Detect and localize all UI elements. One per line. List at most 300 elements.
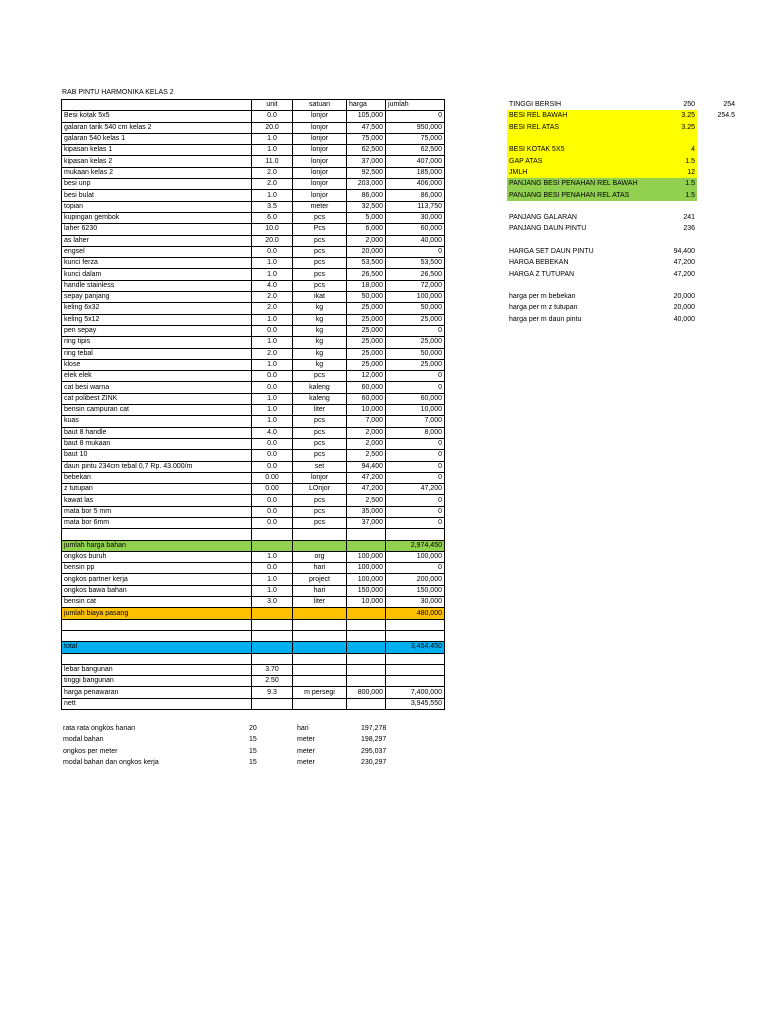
material-row	[62, 359, 445, 370]
cell-harga: 92,500	[347, 167, 386, 178]
cell-unit: 20.0	[252, 122, 293, 133]
cell-harga: 2,000	[347, 235, 386, 246]
cell-satuan: hari	[293, 563, 347, 574]
cell-jumlah: 7,400,000	[386, 687, 445, 698]
cell-satuan	[293, 676, 347, 687]
side-label: TINGGI BERSIH	[509, 101, 562, 109]
cell-satuan	[293, 653, 347, 664]
cell-unit: 1.0	[252, 551, 293, 562]
cell-jumlah: 47,200	[386, 484, 445, 495]
cell-satuan: kg	[293, 325, 347, 336]
cell-satuan: meter	[293, 201, 347, 212]
cell-jumlah: 0	[386, 472, 445, 483]
rate-cell: 15	[249, 747, 257, 755]
cell-unit: 0.0	[252, 495, 293, 506]
dimension-row	[62, 687, 445, 698]
cell-jumlah: 10,000	[386, 405, 445, 416]
rate-cell: modal bahan dan ongkos kerja	[63, 759, 159, 767]
cell-jumlah: 50,000	[386, 348, 445, 359]
blank-row	[62, 630, 445, 641]
cell-satuan: kg	[293, 337, 347, 348]
cell-unit: 1.0	[252, 314, 293, 325]
cell-item	[62, 529, 252, 540]
rate-cell: 295,037	[361, 747, 387, 755]
cell-jumlah: 950,000	[386, 122, 445, 133]
cell-jumlah: 60,000	[386, 224, 445, 235]
cell-jumlah: 113,750	[386, 201, 445, 212]
material-row	[62, 348, 445, 359]
side-label: PANJANG BESI PENAHAN REL BAWAH	[507, 178, 667, 189]
cell-jumlah: 0	[386, 246, 445, 257]
cell-unit: 0.0	[252, 517, 293, 528]
cell-harga: 800,000	[347, 687, 386, 698]
cell-unit	[252, 698, 293, 709]
cell-item	[62, 653, 252, 664]
header-row	[62, 100, 445, 111]
cell-satuan	[293, 698, 347, 709]
cell-item: daun pintu 234cm tebal 0,7 Rp. 43.000/m	[62, 461, 252, 472]
material-row	[62, 235, 445, 246]
side-value-2: 254.5	[717, 112, 735, 120]
cell-unit: 2.50	[252, 676, 293, 687]
material-row	[62, 371, 445, 382]
cell-harga: 75,000	[347, 133, 386, 144]
cell-unit	[252, 653, 293, 664]
material-row	[62, 292, 445, 303]
cell-unit	[252, 529, 293, 540]
cell-harga: 26,500	[347, 269, 386, 280]
subtotal-bahan-row	[62, 540, 445, 551]
blank-row	[62, 529, 445, 540]
cell-unit: 11.0	[252, 156, 293, 167]
cell-item: bensin cat	[62, 597, 252, 608]
material-row	[62, 416, 445, 427]
cell-unit	[252, 630, 293, 641]
side-label: harga per m daun pintu	[509, 315, 582, 323]
cell-jumlah: 0	[386, 506, 445, 517]
cell-harga: 2,500	[347, 450, 386, 461]
cell-harga: 47,200	[347, 484, 386, 495]
cell-unit: 2.0	[252, 303, 293, 314]
cell-item: ongkos partner kerja	[62, 574, 252, 585]
rate-cell: ongkos per meter	[63, 747, 118, 755]
side-row	[507, 178, 737, 189]
cell-satuan: lonjor	[293, 167, 347, 178]
side-row	[507, 212, 737, 223]
side-panel	[507, 99, 737, 325]
cell-harga	[347, 698, 386, 709]
cell-jumlah: 0	[386, 382, 445, 393]
cell-jumlah: 0	[386, 563, 445, 574]
cell-harga: 53,500	[347, 258, 386, 269]
material-row	[62, 258, 445, 269]
cell-item: lebar bangunan	[62, 664, 252, 675]
cell-unit: 9.3	[252, 687, 293, 698]
cell-satuan: kg	[293, 359, 347, 370]
side-row	[507, 246, 737, 257]
cell-harga	[347, 529, 386, 540]
cell-harga: 62,500	[347, 145, 386, 156]
cell-item: galaran tarik 540 cm kelas 2	[62, 122, 252, 133]
material-row	[62, 179, 445, 190]
cell-item: topian	[62, 201, 252, 212]
dimension-row	[62, 664, 445, 675]
cell-jumlah: 0	[386, 517, 445, 528]
cell-satuan: set	[293, 461, 347, 472]
rate-cell: meter	[297, 747, 315, 755]
cell-item: engsel	[62, 246, 252, 257]
side-value: 20,000	[673, 304, 695, 312]
cell-jumlah: 25,000	[386, 314, 445, 325]
cell-unit: 2.0	[252, 179, 293, 190]
cell-harga: 25,000	[347, 314, 386, 325]
cell-unit: 0.0	[252, 325, 293, 336]
cell-jumlah	[386, 676, 445, 687]
side-value: 47,200	[673, 270, 695, 278]
material-row	[62, 122, 445, 133]
cell-unit: 3.5	[252, 201, 293, 212]
cell-harga: 10,000	[347, 405, 386, 416]
cell-harga: 25,000	[347, 325, 386, 336]
summary-value: 2,974,450	[386, 540, 445, 551]
material-row	[62, 427, 445, 438]
side-row	[507, 99, 737, 110]
cell-jumlah: 0	[386, 450, 445, 461]
material-row	[62, 212, 445, 223]
cell-satuan: hari	[293, 585, 347, 596]
cell-harga: 47,500	[347, 122, 386, 133]
cell-item: mukaan kelas 2	[62, 167, 252, 178]
cell-item: sepay panjang	[62, 292, 252, 303]
material-row	[62, 438, 445, 449]
side-value: 94,400	[673, 248, 695, 255]
cell-item: kipasan kelas 1	[62, 145, 252, 156]
cell-harga	[347, 630, 386, 641]
cell-satuan: pcs	[293, 416, 347, 427]
cell-harga	[347, 664, 386, 675]
cell-item: ongkos buruh	[62, 551, 252, 562]
side-label: PANJANG DAUN PINTU	[509, 225, 587, 233]
cell-item: keling 5x12	[62, 314, 252, 325]
cell-harga: 12,000	[347, 371, 386, 382]
cell-jumlah: 200,000	[386, 574, 445, 585]
cell-item: bensin pp	[62, 563, 252, 574]
side-label: BESI REL BAWAH	[507, 110, 667, 121]
cell-unit: 1.0	[252, 585, 293, 596]
cell-unit: 0.00	[252, 484, 293, 495]
cell-unit: 0.00	[252, 472, 293, 483]
cell-satuan: ikat	[293, 292, 347, 303]
rate-row	[61, 734, 448, 745]
cell-jumlah: 0	[386, 325, 445, 336]
cell-satuan: lonjor	[293, 111, 347, 122]
cell-harga: 150,000	[347, 585, 386, 596]
cell-jumlah: 26,500	[386, 269, 445, 280]
cell-item: keling 6x32	[62, 303, 252, 314]
rate-cell: 197,278	[361, 725, 387, 733]
cell-jumlah: 60,000	[386, 393, 445, 404]
cell-jumlah: 0	[386, 461, 445, 472]
side-row	[507, 302, 737, 313]
cell-harga: 5,000	[347, 212, 386, 223]
rate-cell: 15	[249, 759, 257, 767]
cell-harga: 100,000	[347, 574, 386, 585]
material-row	[62, 461, 445, 472]
cell-harga: 2,000	[347, 427, 386, 438]
cell-unit: 1.0	[252, 133, 293, 144]
cell-harga: 100,000	[347, 551, 386, 562]
cell-unit	[252, 619, 293, 630]
cell-harga: 60,000	[347, 393, 386, 404]
cell-harga: 20,000	[347, 246, 386, 257]
material-row	[62, 450, 445, 461]
cell-item: klose	[62, 359, 252, 370]
side-label: PANJANG GALARAN	[509, 214, 577, 222]
cell-jumlah: 75,000	[386, 133, 445, 144]
rate-row	[61, 746, 448, 757]
cost-table	[61, 99, 445, 710]
side-value: 20,000	[673, 293, 695, 301]
side-row	[507, 291, 737, 302]
material-row	[62, 506, 445, 517]
side-value-2: 254	[723, 101, 735, 109]
side-row	[507, 223, 737, 234]
cell-item: laher 6230	[62, 224, 252, 235]
cell-unit: 0.0	[252, 371, 293, 382]
cell-unit: 2.0	[252, 348, 293, 359]
cell-jumlah: 25,000	[386, 359, 445, 370]
material-row	[62, 382, 445, 393]
cell-jumlah: 0	[386, 495, 445, 506]
cell-satuan: pcs	[293, 269, 347, 280]
cell-unit: 4.0	[252, 280, 293, 291]
blank-row	[62, 619, 445, 630]
cell-item: pen sepay	[62, 325, 252, 336]
material-row	[62, 472, 445, 483]
cell-harga: 50,000	[347, 292, 386, 303]
material-row	[62, 190, 445, 201]
cell-unit: 1.0	[252, 393, 293, 404]
cell-unit: 1.0	[252, 337, 293, 348]
side-row	[507, 189, 737, 200]
cell-harga: 86,000	[347, 190, 386, 201]
cell-item: z tutupan	[62, 484, 252, 495]
cell-satuan: kg	[293, 303, 347, 314]
material-row	[62, 133, 445, 144]
cell-jumlah: 40,000	[386, 235, 445, 246]
cell-jumlah: 100,000	[386, 551, 445, 562]
side-label: harga per m bebekan	[509, 293, 576, 301]
cell-unit: 0.0	[252, 450, 293, 461]
cell-item: cat polibest ZINK	[62, 393, 252, 404]
cell-unit: 0.0	[252, 506, 293, 517]
material-row	[62, 280, 445, 291]
cell-harga: 37,000	[347, 517, 386, 528]
summary-value: 3,454,450	[386, 642, 445, 653]
cell-item: kunci dalam	[62, 269, 252, 280]
cell-satuan: lonjor	[293, 156, 347, 167]
rate-cell: meter	[297, 736, 315, 744]
rate-cell: modal bahan	[63, 736, 104, 744]
cell-satuan	[293, 529, 347, 540]
rate-row	[61, 757, 448, 768]
cell-harga: 2,500	[347, 495, 386, 506]
cell-jumlah	[386, 653, 445, 664]
cell-harga: 60,000	[347, 382, 386, 393]
cell-item: kunci ferza	[62, 258, 252, 269]
cell-harga: 25,000	[347, 348, 386, 359]
summary-label: jumlah harga bahan	[62, 540, 252, 551]
cell-harga: 7,000	[347, 416, 386, 427]
cell-satuan: pcs	[293, 427, 347, 438]
cell-jumlah: 7,000	[386, 416, 445, 427]
cell-item: mata bor 5 mm	[62, 506, 252, 517]
cell-item: elek elek	[62, 371, 252, 382]
cell-satuan	[293, 619, 347, 630]
cell-harga	[347, 676, 386, 687]
cell-jumlah: 0	[386, 438, 445, 449]
cell-item: besi bulat	[62, 190, 252, 201]
material-row	[62, 325, 445, 336]
side-value: 3.25	[667, 122, 697, 133]
sheet-title: RAB PINTU HARMONIKA KELAS 2	[62, 89, 174, 96]
material-row	[62, 303, 445, 314]
cell-jumlah: 3,945,550	[386, 698, 445, 709]
side-value: 236	[683, 225, 695, 233]
cell-item: besi unp	[62, 179, 252, 190]
cell-satuan: liter	[293, 405, 347, 416]
cell-harga: 47,200	[347, 472, 386, 483]
cell-harga: 2,000	[347, 438, 386, 449]
cell-item: harga penawaran	[62, 687, 252, 698]
labor-row	[62, 585, 445, 596]
cell-jumlah: 0	[386, 371, 445, 382]
cell-satuan: pcs	[293, 246, 347, 257]
cell-harga: 94,400	[347, 461, 386, 472]
material-row	[62, 269, 445, 280]
cell-jumlah: 86,000	[386, 190, 445, 201]
cell-jumlah	[386, 664, 445, 675]
cell-item: bebekan	[62, 472, 252, 483]
cell-harga	[347, 653, 386, 664]
side-label: BESI KOTAK 5X5	[507, 144, 667, 155]
cell-satuan: pcs	[293, 438, 347, 449]
material-row	[62, 111, 445, 122]
side-row	[507, 155, 737, 166]
cell-satuan: pcs	[293, 495, 347, 506]
cell-satuan: lonjor	[293, 133, 347, 144]
side-value: 12	[667, 167, 697, 178]
cell-jumlah	[386, 630, 445, 641]
material-row	[62, 393, 445, 404]
cell-satuan: kaleng	[293, 393, 347, 404]
cell-satuan: kg	[293, 348, 347, 359]
rates-table	[61, 723, 448, 768]
cell-harga: 203,000	[347, 179, 386, 190]
side-label: BESI REL ATAS	[507, 122, 667, 133]
blank-row	[62, 653, 445, 664]
material-row	[62, 495, 445, 506]
cell-item: Besi kotak 5x5	[62, 111, 252, 122]
side-value: 3.25	[667, 110, 697, 121]
cell-jumlah: 0	[386, 111, 445, 122]
side-value: 40,000	[673, 315, 695, 323]
cell-item: baut 10	[62, 450, 252, 461]
material-row	[62, 484, 445, 495]
col-header-unit: unit	[252, 100, 293, 111]
cell-jumlah: 25,000	[386, 337, 445, 348]
material-row	[62, 517, 445, 528]
cell-satuan: Pcs	[293, 224, 347, 235]
rate-cell: 230,297	[361, 759, 387, 767]
cell-unit: 4.0	[252, 427, 293, 438]
side-row	[507, 167, 737, 178]
cell-harga: 32,500	[347, 201, 386, 212]
cell-satuan: LOnjor	[293, 484, 347, 495]
cell-item: bensin campuran cat	[62, 405, 252, 416]
cell-item: ring tebal	[62, 348, 252, 359]
cell-satuan: pcs	[293, 450, 347, 461]
cell-unit: 1.0	[252, 574, 293, 585]
summary-value: 480,000	[386, 608, 445, 619]
cell-unit: 1.0	[252, 190, 293, 201]
side-value: 4	[667, 144, 697, 155]
side-value: 250	[683, 101, 695, 109]
cell-jumlah: 8,000	[386, 427, 445, 438]
cell-satuan: pcs	[293, 371, 347, 382]
cell-satuan: pcs	[293, 258, 347, 269]
cell-jumlah: 150,000	[386, 585, 445, 596]
cell-satuan: m persegi	[293, 687, 347, 698]
cell-item: cat besi warna	[62, 382, 252, 393]
cell-jumlah: 407,000	[386, 156, 445, 167]
cell-unit: 0.0	[252, 438, 293, 449]
cell-unit: 10.0	[252, 224, 293, 235]
total-row	[62, 642, 445, 653]
cell-harga: 10,000	[347, 597, 386, 608]
cell-jumlah: 50,000	[386, 303, 445, 314]
cell-unit: 6.0	[252, 212, 293, 223]
cell-jumlah: 30,000	[386, 212, 445, 223]
cell-unit: 0.0	[252, 246, 293, 257]
cell-item: galaran 540 kelas 1	[62, 133, 252, 144]
cell-jumlah: 62,500	[386, 145, 445, 156]
cell-jumlah: 30,000	[386, 597, 445, 608]
cell-unit: 1.0	[252, 269, 293, 280]
cell-unit: 2.0	[252, 167, 293, 178]
col-header-jumlah: jumlah	[386, 100, 445, 111]
cell-item: baut 8 handle	[62, 427, 252, 438]
cell-harga: 18,000	[347, 280, 386, 291]
cell-harga: 25,000	[347, 337, 386, 348]
cell-item	[62, 619, 252, 630]
material-row	[62, 156, 445, 167]
cell-satuan: pcs	[293, 506, 347, 517]
cell-satuan: lonjor	[293, 145, 347, 156]
cell-harga: 25,000	[347, 359, 386, 370]
cell-satuan: project	[293, 574, 347, 585]
cell-jumlah: 100,000	[386, 292, 445, 303]
cell-unit: 0.0	[252, 461, 293, 472]
side-value: 1.5	[667, 178, 697, 189]
cell-jumlah: 72,000	[386, 280, 445, 291]
cell-unit: 1.0	[252, 416, 293, 427]
dimension-row	[62, 698, 445, 709]
side-row	[507, 110, 737, 121]
cell-unit: 3.0	[252, 597, 293, 608]
side-label: PANJANG BESI PENAHAN REL ATAS	[507, 189, 667, 200]
material-row	[62, 201, 445, 212]
